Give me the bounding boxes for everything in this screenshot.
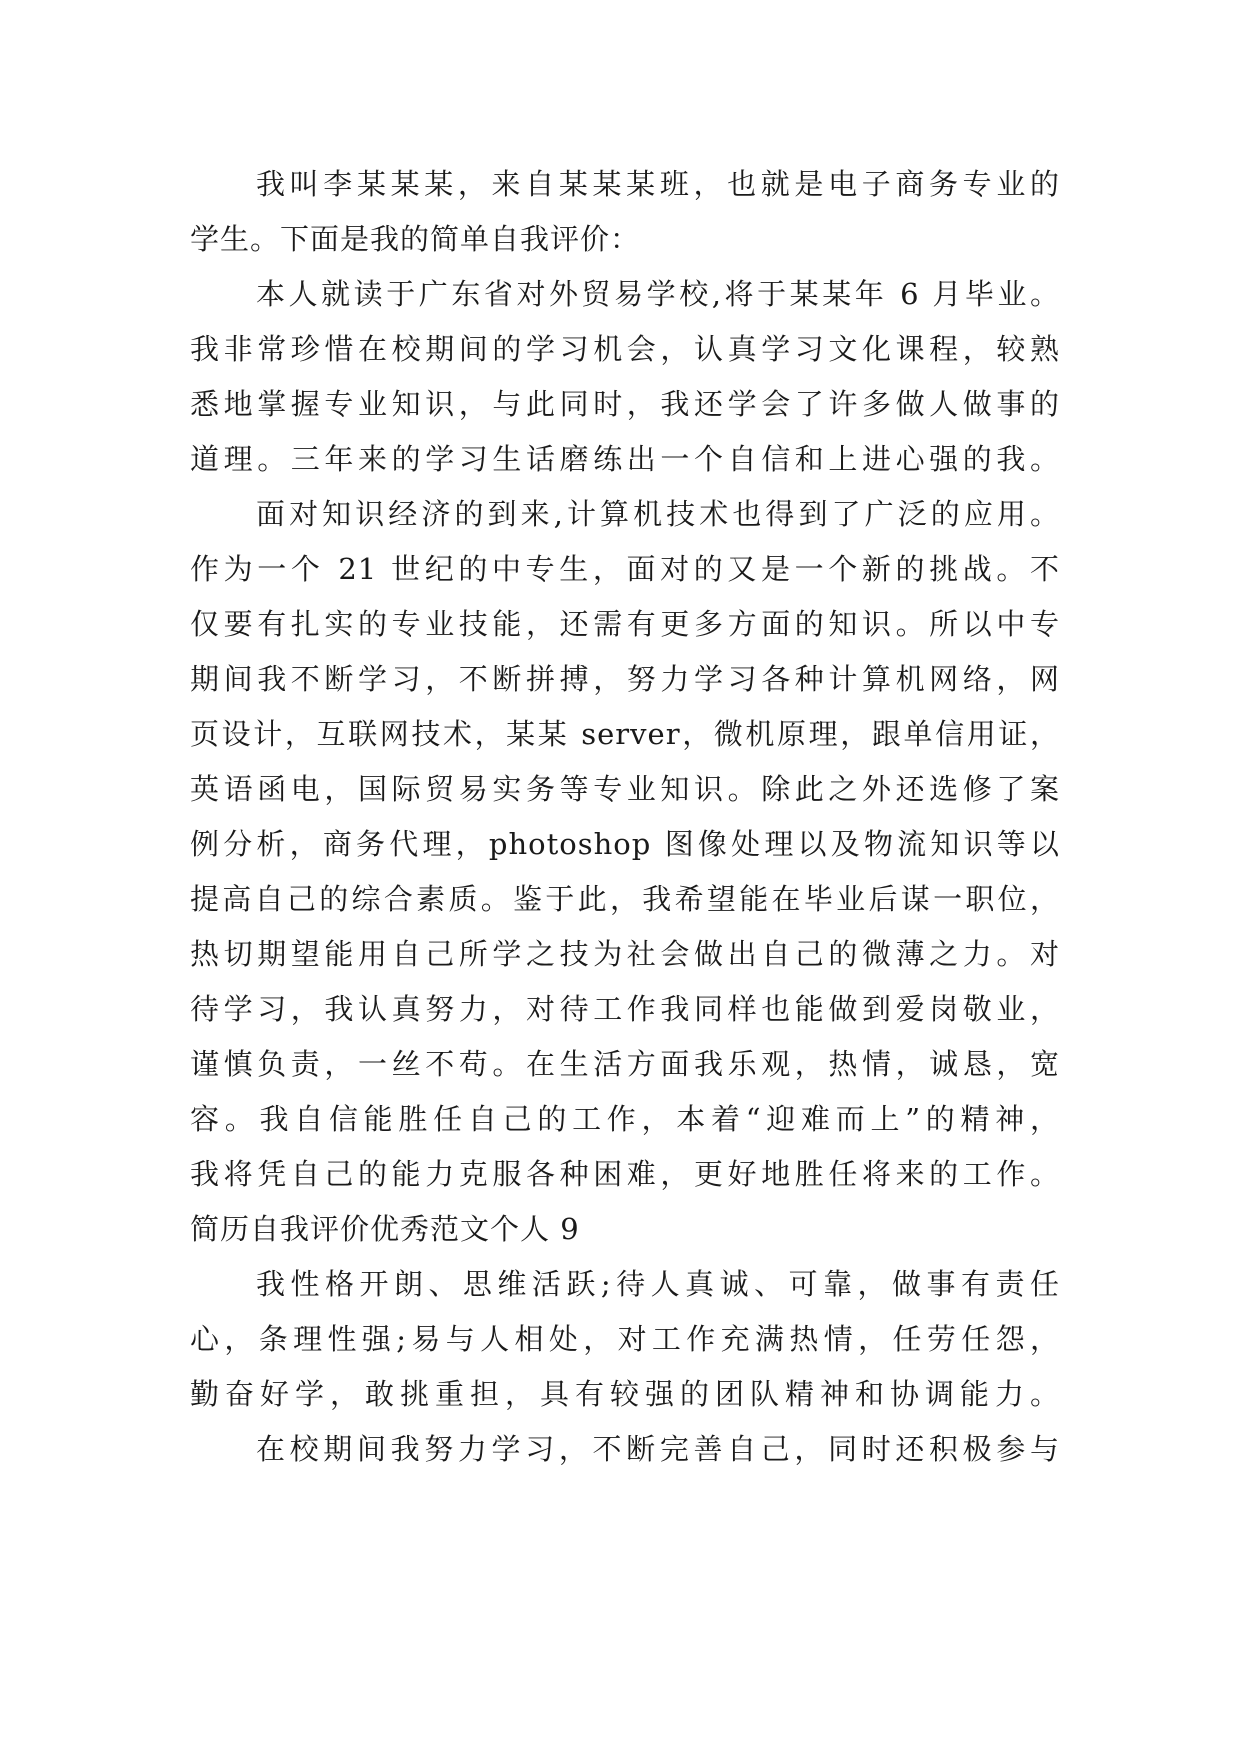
text-line: 勤奋好学，敢挑重担，具有较强的团队精神和协调能力。: [190, 1377, 1060, 1411]
paragraph-personality: [190, 1257, 1060, 1422]
section-heading: [190, 1202, 1060, 1257]
document-body: [190, 157, 1060, 1477]
text-line: 心，条理性强;易与人相处，对工作充满热情，任劳任怨，: [190, 1322, 1060, 1356]
text-line: 热切期望能用自己所学之技为社会做出自己的微薄之力。对: [190, 937, 1060, 971]
text-line: 学生。下面是我的简单自我评价：: [190, 222, 641, 256]
text-line: 我叫李某某某，来自某某某班，也就是电子商务专业的: [256, 167, 1060, 201]
text-line: 我将凭自己的能力克服各种困难，更好地胜任将来的工作。: [190, 1157, 1060, 1191]
text-line: 谨慎负责，一丝不苟。在生活方面我乐观，热情，诚恳，宽: [190, 1047, 1060, 1081]
paragraph-school: [190, 1422, 1060, 1477]
text-line: 页设计，互联网技术，某某 server，微机原理，跟单信用证，: [190, 717, 1060, 751]
text-line: 在校期间我努力学习，不断完善自己，同时还积极参与: [256, 1432, 1060, 1466]
text-line: 我性格开朗、思维活跃;待人真诚、可靠，做事有责任: [256, 1267, 1060, 1301]
heading-text: 简历自我评价优秀范文个人 9: [190, 1212, 580, 1246]
text-line: 本人就读于广东省对外贸易学校,将于某某年 6 月毕业。: [256, 277, 1060, 311]
text-line: 面对知识经济的到来,计算机技术也得到了广泛的应用。: [256, 497, 1060, 531]
paragraph-intro: [190, 157, 1060, 267]
text-line: 待学习，我认真努力，对待工作我同样也能做到爱岗敬业，: [190, 992, 1060, 1026]
text-line: 道理。三年来的学习生话磨练出一个自信和上进心强的我。: [190, 442, 1060, 476]
text-line: 提高自己的综合素质。鉴于此，我希望能在毕业后谋一职位，: [190, 882, 1060, 916]
paragraph-education: [190, 267, 1060, 487]
text-line: 期间我不断学习，不断拼搏，努力学习各种计算机网络，网: [190, 662, 1060, 696]
text-line: 容。我自信能胜任自己的工作，本着“迎难而上”的精神，: [190, 1102, 1060, 1136]
text-line: 悉地掌握专业知识，与此同时，我还学会了许多做人做事的: [190, 387, 1060, 421]
text-line: 例分析，商务代理，photoshop 图像处理以及物流知识等以: [190, 827, 1060, 861]
paragraph-skills: [190, 487, 1060, 1202]
text-line: 英语函电，国际贸易实务等专业知识。除此之外还选修了案: [190, 772, 1060, 806]
text-line: 我非常珍惜在校期间的学习机会，认真学习文化课程，较熟: [190, 332, 1060, 366]
text-line: 仅要有扎实的专业技能，还需有更多方面的知识。所以中专: [190, 607, 1060, 641]
text-line: 作为一个 21 世纪的中专生，面对的又是一个新的挑战。不: [190, 552, 1060, 586]
